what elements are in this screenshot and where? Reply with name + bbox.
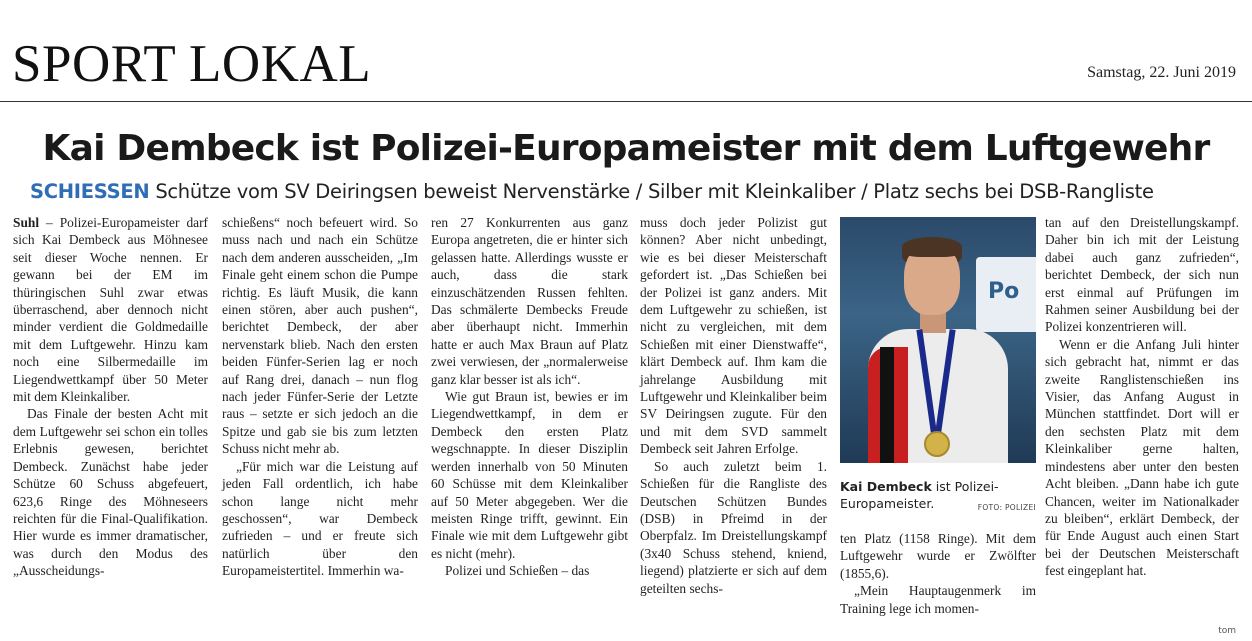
article-headline: Kai Dembeck ist Polizei-Europameister mit dem Luftgewehr (42, 128, 1210, 169)
author-signature: tom (1218, 626, 1236, 636)
paragraph: muss doch jeder Polizist gut können? Aber nicht unbedingt, wie es bei dieser Meisterschaft gefordert ist. „Das Schießen bei der Polizei ist ganz anders. Mit dem Luftgewehr zu schießen, ist nicht zu vergleichen, mit dem Schießen mit einer Dienstwaffe“, klärt Dembeck auf. Ihm kam die jahrelange Ausbildung mit Luftgewehr und Kleinkaliber beim SV Deiringsen zugute. Für den und mit dem SVD sammelt Dembeck seit Jahren Erfolge. (640, 215, 827, 457)
article-subline (30, 180, 1154, 203)
paragraph: ren 27 Konkurrenten aus ganz Europa angetreten, die er hinter sich gelassen hatte. Allerdings wusste er auch, dass die stark einzuschätzenden Russen fehlten. Das schmälerte Dembecks Freude aber überhaupt nicht. Immerhin hatte er auch Max Braun auf Platz zwei verwiesen, der „normalerweise ganz klar besser ist als ich“. (431, 215, 628, 387)
medal-icon (924, 431, 950, 457)
paragraph: So auch zuletzt beim 1. Schießen für die Rangliste des Deutschen Schützen Bundes (DSB) in Pfreimd in der Oberpfalz. Im Dreistellungskampf (3x40 Schuss stehend, kniend, liegend) platzierte er sich auf dem geteilten sechs- (640, 458, 827, 596)
photo-hair-top (902, 237, 962, 257)
issue-date: Samstag, 22. Juni 2019 (1087, 64, 1236, 81)
paragraph: tan auf den Dreistellungskampf. Daher bin ich mit der Leistung dabei auch ganz zufrieden“, berichtet Dembeck, der sich nun erst einmal auf Prüfungen im Rahmen seiner Ausbildung bei der Polizei konzentrieren will. (1045, 215, 1239, 335)
paragraph: „Für mich war die Leistung auf jeden Fall ordentlich, ich habe schon lange nicht mehr geschossen“, war Dembeck zufrieden – und er freute sich natürlich über den Europameistertitel. Immerhin wa- (222, 458, 418, 579)
athlete-photo (840, 217, 1036, 463)
caption-text: ist Polizei-Europameister. (840, 479, 999, 511)
kicker: SCHIESSEN (30, 180, 150, 203)
photo-credit: FOTO: POLIZEI (977, 503, 1036, 512)
photo-caption (840, 478, 1036, 516)
subline-text: Schütze vom SV Deiringsen beweist Nervenstärke / Silber mit Kleinkaliber / Platz sechs bei DSB-Rangliste (155, 180, 1154, 203)
column-4 (640, 214, 827, 597)
paragraph: Wenn er die Anfang Juli hinter sich gebracht hat, nimmt er das zweite Ranglistenschießen ins Visier, das Anfang August in München stattfindet. Dort will er den sechsten Platz mit dem Kleinkaliber gerne halten, mindestens aber unter den besten Acht bleiben. „Dann habe ich gute Chancen, weiter im Nationalkader zu bleiben“, erklärt Dembeck, der für Ende August auch einen Start bei der Deutschen Meisterschaft fest eingeplant hat. (1045, 336, 1239, 579)
column-5 (1045, 214, 1239, 580)
paragraph: Das Finale der besten Acht mit dem Luftgewehr sei schon ein tolles Erlebnis gewesen, berichtet Dembeck. Zunächst habe jeder Schütze 60 Schuss abgefeuert, 623,6 Ringe des Möhneseers reichten für die Final-Qualifikation. Hier wurde es immer dramatischer, was durch den Modus des „Ausscheidungs- (13, 406, 208, 579)
dateline: Suhl (13, 215, 40, 230)
column-1 (13, 214, 208, 580)
caption-name: Kai Dembeck (840, 479, 932, 494)
photo-stripe (880, 347, 894, 463)
paragraph: schießens“ noch befeuert wird. So muss nach und nach ein Schütze nach dem anderen ausscheiden, „Im Finale geht einem schon die Pumpe richtig. Es läuft Musik, die kann einen stören, aber auch pushen“, berichtet Dembeck, der aber nervenstark blieb. Nach den ersten beiden Fünfer-Serien lag er noch auf Rang drei, danach – nun flog nach jeder Fünfer-Serie der Letzte raus – setzte er sich jedoch an die Spitze und gab sie bis zum letzten Schuss nicht mehr ab. (222, 215, 418, 457)
banner-text: Po (988, 279, 1020, 304)
column-2 (222, 214, 418, 580)
paragraph: „Mein Hauptaugenmerk im Training lege ich momen- (840, 583, 1036, 616)
masthead-rule (0, 101, 1252, 102)
paragraph-text: – Polizei-Europameister darf sich Kai Dembeck aus Möhnesee seit dieser Woche nennen. Er gewann bei der EM im thüringischen Suhl zwar etwas überraschend, aber dennoch nicht minder verdient die Goldmedaille mit dem Luftgewehr. Hinzu kam noch eine Silbermedaille im Liegendwettkampf über 50 Meter mit dem Kleinkaliber. (13, 215, 208, 405)
column-3 (431, 214, 628, 580)
paragraph: ten Platz (1158 Ringe). Mit dem Luftgewehr wurde er Zwölfter (1855,6). (840, 531, 1036, 581)
column-4-continued (840, 530, 1036, 617)
paragraph: Polizei und Schießen – das (445, 563, 590, 579)
photo-banner (976, 257, 1036, 332)
section-title: SPORT LOKAL (12, 35, 372, 93)
paragraph: Wie gut Braun ist, bewies er im Liegendwettkampf, in dem er Dembeck den ersten Platz wegschnappte. In dieser Disziplin werden innerhalb von 50 Minuten 60 Schüsse mit dem Kleinkaliber auf 50 Meter abgegeben. Wer die meisten Ringe trifft, gewinnt. Ein Finale wie mit dem Luftgewehr gibt es nicht (mehr). (431, 389, 628, 561)
paragraph (13, 214, 208, 405)
